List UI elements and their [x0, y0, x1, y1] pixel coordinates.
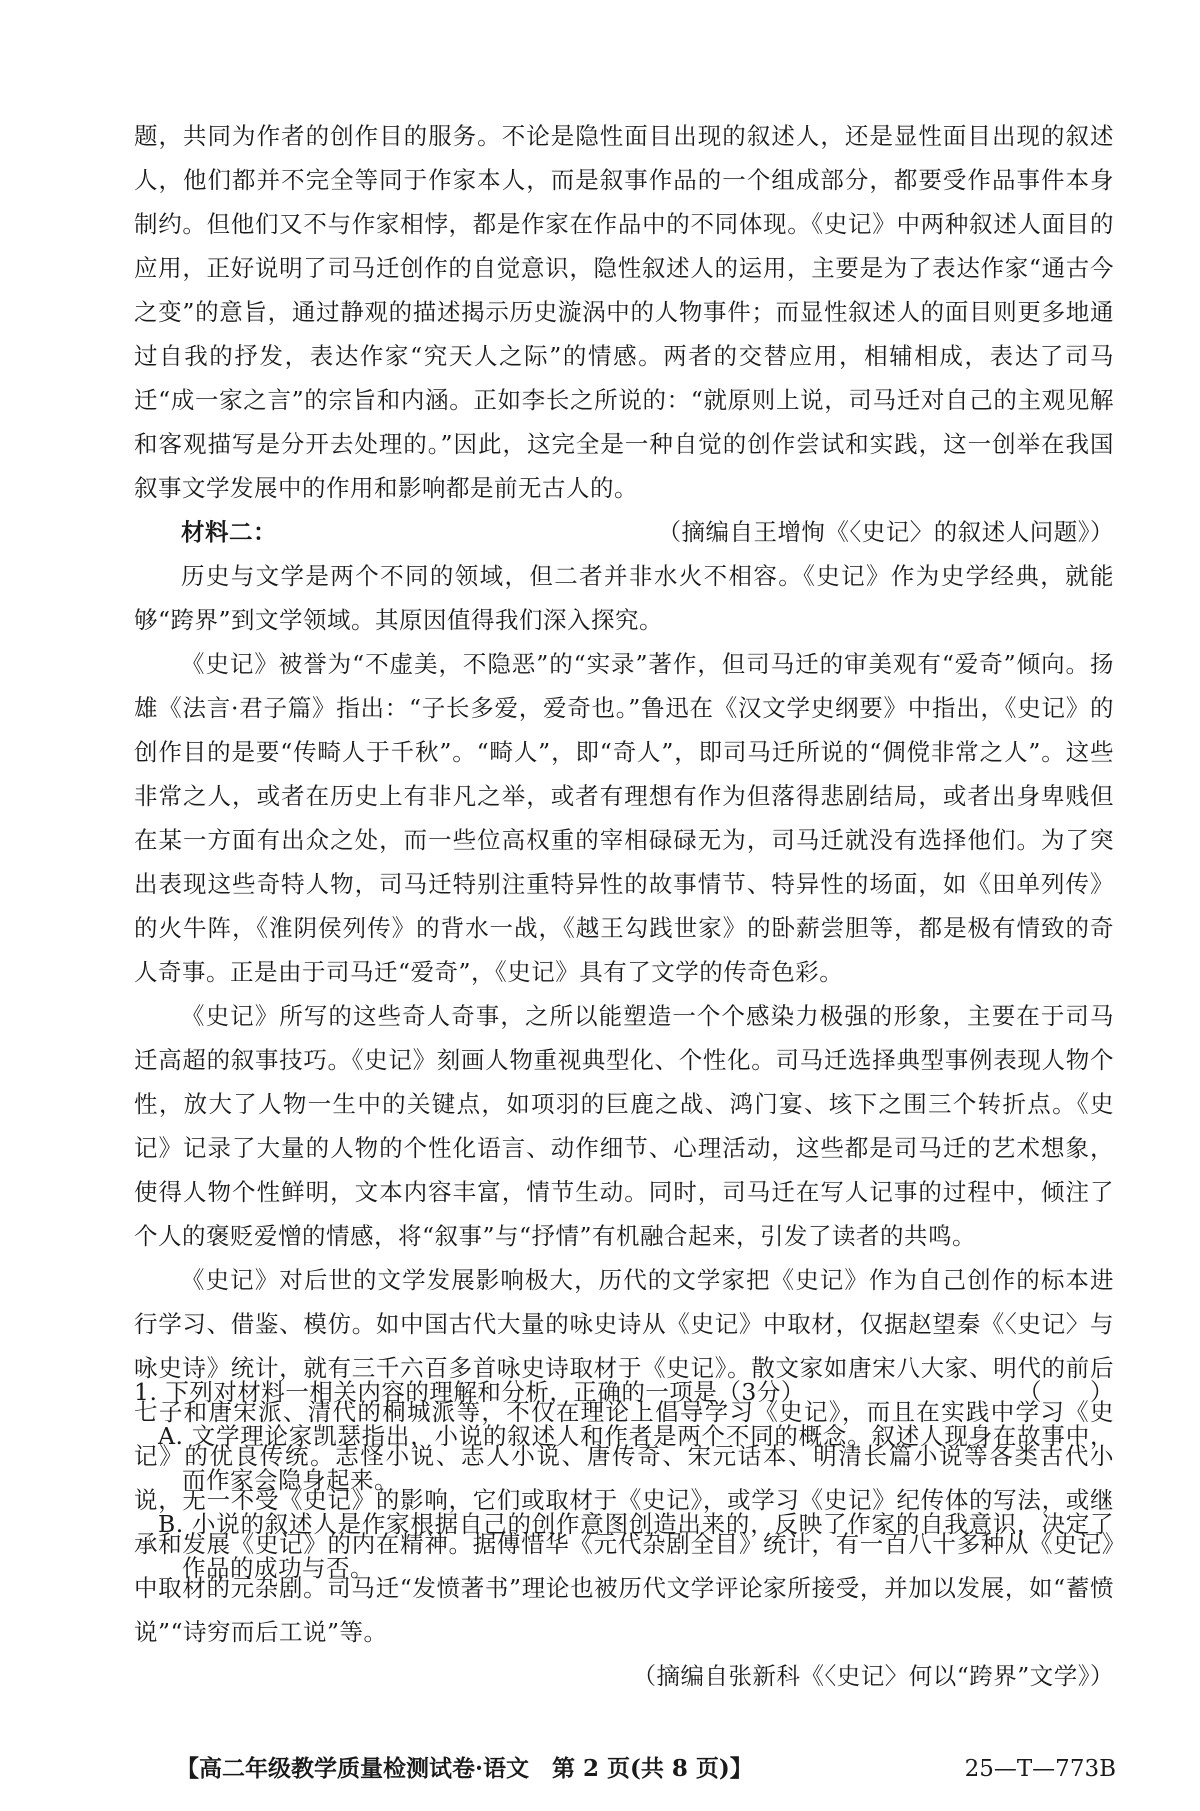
answer-blank: （ ） [1018, 1378, 1114, 1406]
paragraph: 《史记》对后世的文学发展影响极大，历代的文学家把《史记》作为自己创作的标本进行学习、借鉴、模仿。如中国古代大量的咏史诗从《史记》中取材，仅据赵望秦《〈史记〉与咏史诗》统计，就有三千六百多首咏史诗取材于《史记》。散文家如唐宋八大家、明代的前后七子和唐宋派、清代的桐城派等，不仅在理论上倡导学习《史记》，而且在实践中学习《史记》的优良传统。志怪小说、志人小说、唐传奇、宋元话本、明清长篇小说等各类古代小说，无一不受《史记》的影响，它们或取材于《史记》，或学习《史记》纪传体的写法，或继承和发展《史记》的内在精神。据傅惜华《元代杂剧全目》统计，有一百八十多种从《史记》中取材的元杂剧。司马迁“发愤著书”理论也被历代文学评论家所接受，并加以发展，如“蓄愤说”“诗穷而后工说”等。 [134, 1266, 1114, 1646]
option-b: B. 小说的叙述人是作家根据自己的创作意图创造出来的，反映了作家的自我意识，决定了作品的成功与否。 [158, 1510, 1114, 1582]
question-text: 1. 下列对材料一相关内容的理解和分析，正确的一项是（3分） [134, 1378, 805, 1406]
question-1 [134, 1370, 1114, 1590]
section-heading: 材料二： [181, 518, 277, 546]
paragraph: 《史记》被誉为“不虚美，不隐恶”的“实录”著作，但司马迁的审美观有“爱奇”倾向。扬雄《法言·君子篇》指出：“子长多爱，爱奇也。”鲁迅在《汉文学史纲要》中指出，《史记》的创作目的是要“传畸人于千秋”。“畸人”，即“奇人”，即司马迁所说的“倜傥非常之人”。这些非常之人，或者在历史上有非凡之举，或者有理想有作为但落得悲剧结局，或者出身卑贱但在某一方面有出众之处，而一些位高权重的宰相碌碌无为，司马迁就没有选择他们。为了突出表现这些奇特人物，司马迁特别注重特异性的故事情节、特异性的场面，如《田单列传》的火牛阵，《淮阴侯列传》的背水一战，《越王勾践世家》的卧薪尝胆等，都是极有情致的奇人奇事。正是由于司马迁“爱奇”，《史记》具有了文学的传奇色彩。 [134, 650, 1114, 986]
footer-title: 【高二年级教学质量检测试卷·语文 第 2 页(共 8 页)】 [176, 1755, 753, 1782]
paragraph: 历史与文学是两个不同的领域，但二者并非水火不相容。《史记》作为史学经典，就能够“跨界”到文学领域。其原因值得我们深入探究。 [134, 562, 1114, 634]
source-citation: （摘编自张新科《〈史记〉何以“跨界”文学》） [632, 1662, 1114, 1690]
material1-continuation [134, 114, 1114, 554]
option-a: A. 文学理论家凯瑟指出，小说的叙述人和作者是两个不同的概念。叙述人现身在故事中，而作家会隐身起来。 [158, 1422, 1114, 1494]
paragraph: 题，共同为作者的创作目的服务。不论是隐性面目出现的叙述人，还是显性面目出现的叙述人，他们都并不完全等同于作家本人，而是叙事作品的一个组成部分，都要受作品事件本身制约。但他们又不与作家相悖，都是作家在作品中的不同体现。《史记》中两种叙述人面目的应用，正好说明了司马迁创作的自觉意识，隐性叙述人的运用，主要是为了表达作家“通古今之变”的意旨，通过静观的描述揭示历史漩涡中的人物事件；而显性叙述人的面目则更多地通过自我的抒发，表达作家“究天人之际”的情感。两者的交替应用，相辅相成，表达了司马迁“成一家之言”的宗旨和内涵。正如李长之所说的：“就原则上说，司马迁对自己的主观见解和客观描写是分开去处理的。”因此，这完全是一种自觉的创作尝试和实践，这一创举在我国叙事文学发展中的作用和影响都是前无古人的。 [134, 122, 1114, 502]
paper-code: 25—T—773B [964, 1756, 1116, 1782]
question-stem [134, 1370, 1114, 1414]
page-footer [176, 1750, 1116, 1783]
paragraph: 《史记》所写的这些奇人奇事，之所以能塑造一个个感染力极强的形象，主要在于司马迁高超的叙事技巧。《史记》刻画人物重视典型化、个性化。司马迁选择典型事例表现人物个性，放大了人物一生中的关键点，如项羽的巨鹿之战、鸿门宴、垓下之围三个转折点。《史记》记录了大量的人物的个性化语言、动作细节、心理活动，这些都是司马迁的艺术想象，使得人物个性鲜明，文本内容丰富，情节生动。同时，司马迁在写人记事的过程中，倾注了个人的褒贬爱憎的情感，将“叙事”与“抒情”有机融合起来，引发了读者的共鸣。 [134, 1002, 1114, 1250]
source-citation: （摘编自王增恂《〈史记〉的叙述人问题》） [657, 518, 1114, 546]
